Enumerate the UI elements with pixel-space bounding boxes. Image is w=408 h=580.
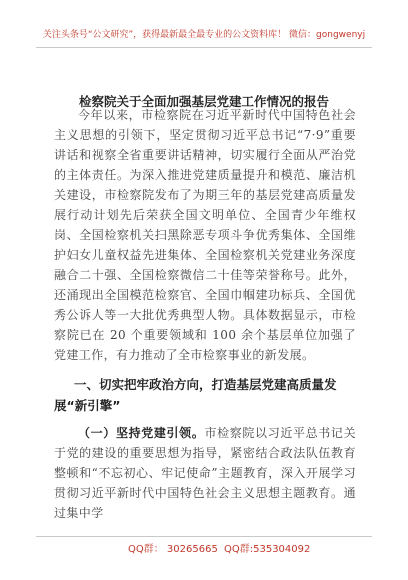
header-banner-text: 关注头条号“公文研究”，获得最新最全最专业的公文资料库！ 微信：gongwenyj [42, 30, 366, 40]
subsection-lead: （一）坚持党建引领。 [78, 426, 205, 440]
intro-paragraph [54, 105, 356, 365]
header-banner [0, 0, 408, 70]
footer-divider [36, 536, 372, 537]
footer-qq-group-2: QQ群:535304092 [224, 544, 311, 555]
header-divider [36, 47, 372, 48]
subsection-paragraph [54, 423, 356, 523]
subsection-text: 市检察院以习近平总书记关于党的建设的重要思想为指导，紧密结合政法队伍教育整顿和“不忘初心、牢记使命”主题教育，深入开展学习贯彻习近平新时代中国特色社会主义思想主题教育。通过集中学 [54, 426, 356, 520]
footer-qq-group-1: QQ群： 30265665 [128, 544, 218, 555]
footer [0, 536, 408, 576]
section-heading: 一、切实把牢政治方向，打造基层党建高质量发展“新引擎” [54, 377, 337, 413]
intro-text: 今年以来，市检察院在习近平新时代中国特色社会主义思想的引领下，坚定贯彻习近平总书记“7·9”重要讲话和视察全省重要讲话精神，切实履行全面从严治党的主体责任。为深入推进党建质量提升和模范、廉洁机关建设，市检察院发布了为期三年的基层党建高质量发展行动计划先后荣获全国文明单位、全国青少年维权岗、全国检察机关扫黑除恶专项斗争优秀集体、全国维护妇女儿童权益先进集体、全国检察机关党建业务深度融合二十强、全国检察微信二十佳等荣誉称号。此外，还涌现出全国模范检察官、全国巾帼建功标兵、全国优秀公诉人等一大批优秀典型人物。具体数据显示，市检察院已在 20 个重要领域和 100 余个基层单位加强了党建工作，有力推动了全市检察事业的新发展。 [54, 108, 356, 362]
document-title: 检察院关于全面加强基层党建工作情况的报告 [78, 94, 329, 109]
